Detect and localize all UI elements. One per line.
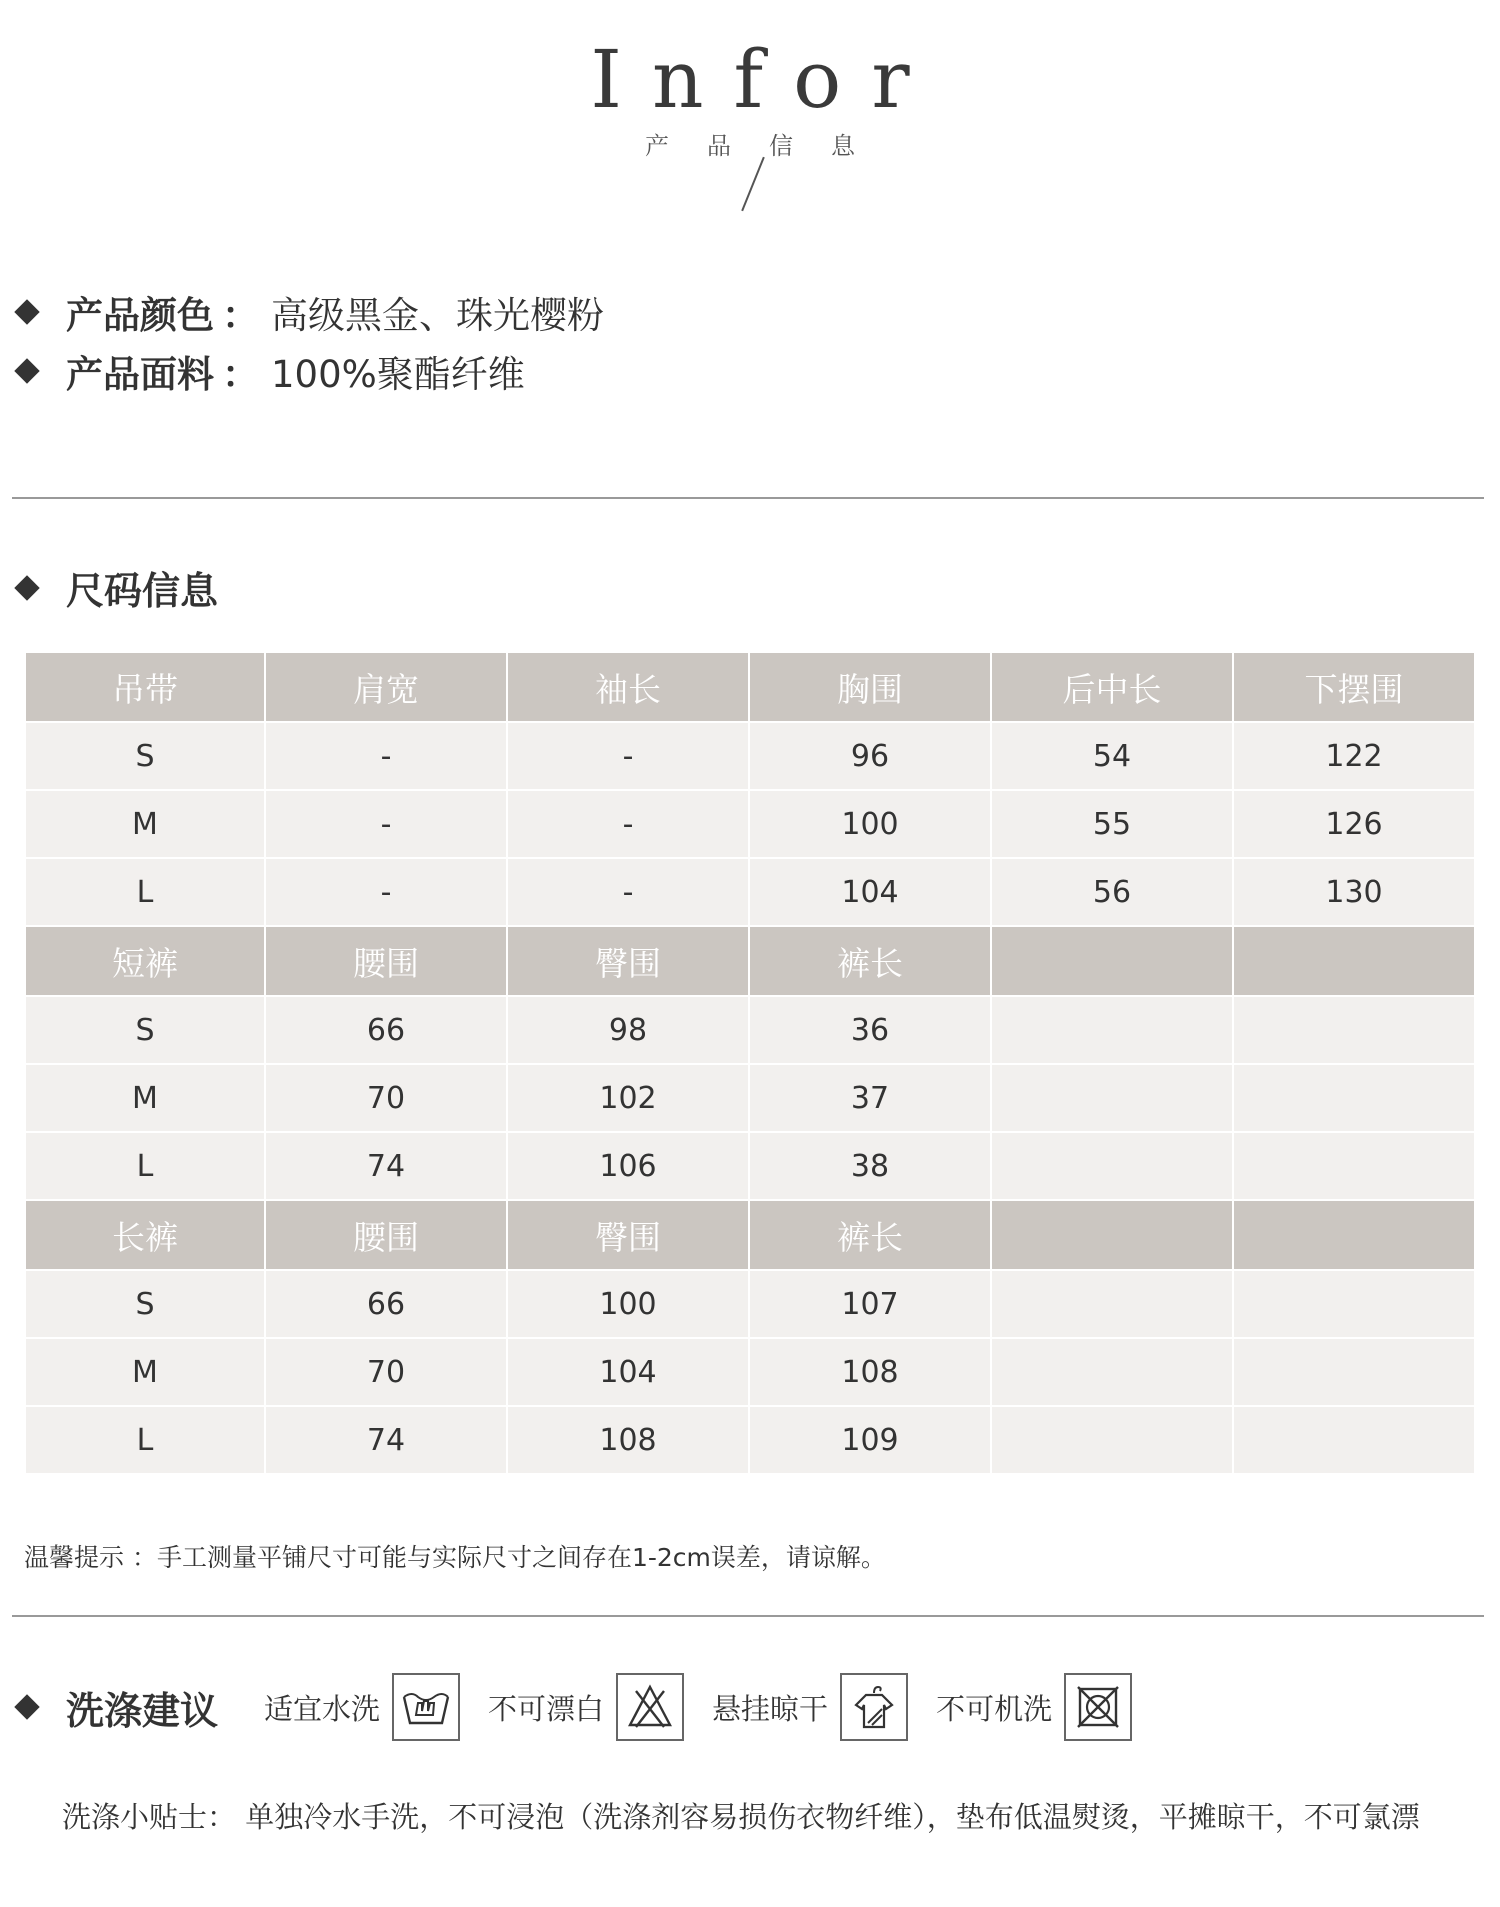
table-cell: 107 <box>749 1270 991 1338</box>
wash-section <box>18 1672 1160 1742</box>
no-bleach-icon <box>616 1673 684 1741</box>
table-cell: 66 <box>265 996 507 1064</box>
colon: ： <box>222 294 259 337</box>
table-cell <box>991 1338 1233 1406</box>
table-cell: L <box>25 858 265 926</box>
table-cell: 55 <box>991 790 1233 858</box>
table-cell <box>1233 1338 1475 1406</box>
header-cell: 肩宽 <box>265 652 507 722</box>
table-cell <box>1233 1064 1475 1132</box>
wash-item-no-machine-wash <box>936 1673 1132 1741</box>
table-row <box>25 1406 1475 1474</box>
table-cell: 130 <box>1233 858 1475 926</box>
product-fabric-label: 产品面料 <box>66 353 214 396</box>
product-fabric-line <box>18 344 525 398</box>
table-cell: - <box>265 790 507 858</box>
table-row <box>25 790 1475 858</box>
table-cell: 122 <box>1233 722 1475 790</box>
table-cell: 108 <box>749 1338 991 1406</box>
table-cell: S <box>25 996 265 1064</box>
header-cell: 吊带 <box>25 652 265 722</box>
table-row <box>25 1132 1475 1200</box>
wash-label: 悬挂晾干 <box>712 1691 829 1726</box>
table-cell: - <box>265 858 507 926</box>
table-cell: 98 <box>507 996 749 1064</box>
table-row <box>25 1338 1475 1406</box>
table-cell: L <box>25 1406 265 1474</box>
size-section-label: 尺码信息 <box>66 569 219 613</box>
wash-item-hand-wash <box>264 1673 460 1741</box>
header-cell: 臀围 <box>507 926 749 996</box>
table-cell: M <box>25 1338 265 1406</box>
header-subtitle: 产品信息 <box>645 132 893 160</box>
header-cell: 短裤 <box>25 926 265 996</box>
table-cell: 56 <box>991 858 1233 926</box>
table-cell: 36 <box>749 996 991 1064</box>
table-cell: 126 <box>1233 790 1475 858</box>
decorative-slash <box>741 157 765 212</box>
table-row <box>25 1064 1475 1132</box>
product-fabric-value: 100%聚酯纤维 <box>271 353 525 396</box>
table-cell: 96 <box>749 722 991 790</box>
diamond-bullet-icon <box>14 358 39 383</box>
header-cell: 臀围 <box>507 1200 749 1270</box>
table-cell <box>1233 1132 1475 1200</box>
table-cell <box>1233 1270 1475 1338</box>
table-cell: 104 <box>507 1338 749 1406</box>
product-color-line <box>18 285 604 339</box>
washing-tips: 洗涤小贴士： 单独冷水手洗，不可浸泡（洗涤剂容易损伤衣物纤维），垫布低温熨烫，平摊晾干，不可氯漂 <box>62 1800 1420 1834</box>
table-cell: 66 <box>265 1270 507 1338</box>
header-cell: 腰围 <box>265 926 507 996</box>
wash-item-hang-dry <box>712 1673 908 1741</box>
table-header-row <box>25 926 1475 996</box>
table-cell: - <box>507 858 749 926</box>
table-header-row <box>25 1200 1475 1270</box>
header-cell: 袖长 <box>507 652 749 722</box>
hang-dry-icon <box>840 1673 908 1741</box>
table-cell <box>991 1270 1233 1338</box>
header-cell <box>991 926 1233 996</box>
diamond-bullet-icon <box>14 575 39 600</box>
table-cell: 37 <box>749 1064 991 1132</box>
table-cell: M <box>25 790 265 858</box>
table-cell <box>991 1064 1233 1132</box>
divider <box>12 497 1484 499</box>
table-cell: 74 <box>265 1406 507 1474</box>
size-table <box>24 651 1476 1475</box>
no-machine-wash-icon <box>1064 1673 1132 1741</box>
table-cell: 38 <box>749 1132 991 1200</box>
table-header-row <box>25 652 1475 722</box>
table-cell: L <box>25 1132 265 1200</box>
product-color-value: 高级黑金、珠光樱粉 <box>271 294 604 337</box>
wash-label: 适宜水洗 <box>264 1691 381 1726</box>
table-cell: 108 <box>507 1406 749 1474</box>
table-cell: - <box>265 722 507 790</box>
table-row <box>25 858 1475 926</box>
hand-wash-icon <box>392 1673 460 1741</box>
header-title: Infor <box>590 33 940 126</box>
table-cell: 54 <box>991 722 1233 790</box>
table-cell <box>1233 1406 1475 1474</box>
wash-label: 不可漂白 <box>488 1691 605 1726</box>
header-cell: 胸围 <box>749 652 991 722</box>
table-cell: S <box>25 722 265 790</box>
wash-label: 不可机洗 <box>936 1691 1053 1726</box>
table-cell <box>991 996 1233 1064</box>
table-cell: 74 <box>265 1132 507 1200</box>
table-cell: S <box>25 1270 265 1338</box>
product-color-label: 产品颜色 <box>66 294 214 337</box>
table-cell: 70 <box>265 1338 507 1406</box>
table-cell <box>1233 996 1475 1064</box>
divider <box>12 1615 1484 1617</box>
wash-section-title: 洗涤建议 <box>66 1688 219 1733</box>
diamond-bullet-icon <box>14 1694 39 1719</box>
table-cell: 109 <box>749 1406 991 1474</box>
table-cell: 100 <box>507 1270 749 1338</box>
table-cell: 102 <box>507 1064 749 1132</box>
size-section-title <box>18 560 218 615</box>
table-cell <box>991 1406 1233 1474</box>
header-cell: 后中长 <box>991 652 1233 722</box>
colon: ： <box>222 353 259 396</box>
header-cell <box>991 1200 1233 1270</box>
table-cell: 100 <box>749 790 991 858</box>
table-cell: - <box>507 790 749 858</box>
table-cell: M <box>25 1064 265 1132</box>
table-row <box>25 1270 1475 1338</box>
page-header <box>0 33 1500 161</box>
table-cell: - <box>507 722 749 790</box>
header-cell: 裤长 <box>749 1200 991 1270</box>
header-cell: 裤长 <box>749 926 991 996</box>
diamond-bullet-icon <box>14 299 39 324</box>
header-cell: 长裤 <box>25 1200 265 1270</box>
table-cell <box>991 1132 1233 1200</box>
header-cell <box>1233 1200 1475 1270</box>
header-cell <box>1233 926 1475 996</box>
wash-item-no-bleach <box>488 1673 684 1741</box>
table-cell: 70 <box>265 1064 507 1132</box>
header-cell: 下摆围 <box>1233 652 1475 722</box>
table-row <box>25 996 1475 1064</box>
measurement-note: 温馨提示 ：手工测量平铺尺寸可能与实际尺寸之间存在1-2cm误差，请谅解。 <box>24 1543 886 1572</box>
header-cell: 腰围 <box>265 1200 507 1270</box>
table-cell: 106 <box>507 1132 749 1200</box>
table-row <box>25 722 1475 790</box>
table-cell: 104 <box>749 858 991 926</box>
